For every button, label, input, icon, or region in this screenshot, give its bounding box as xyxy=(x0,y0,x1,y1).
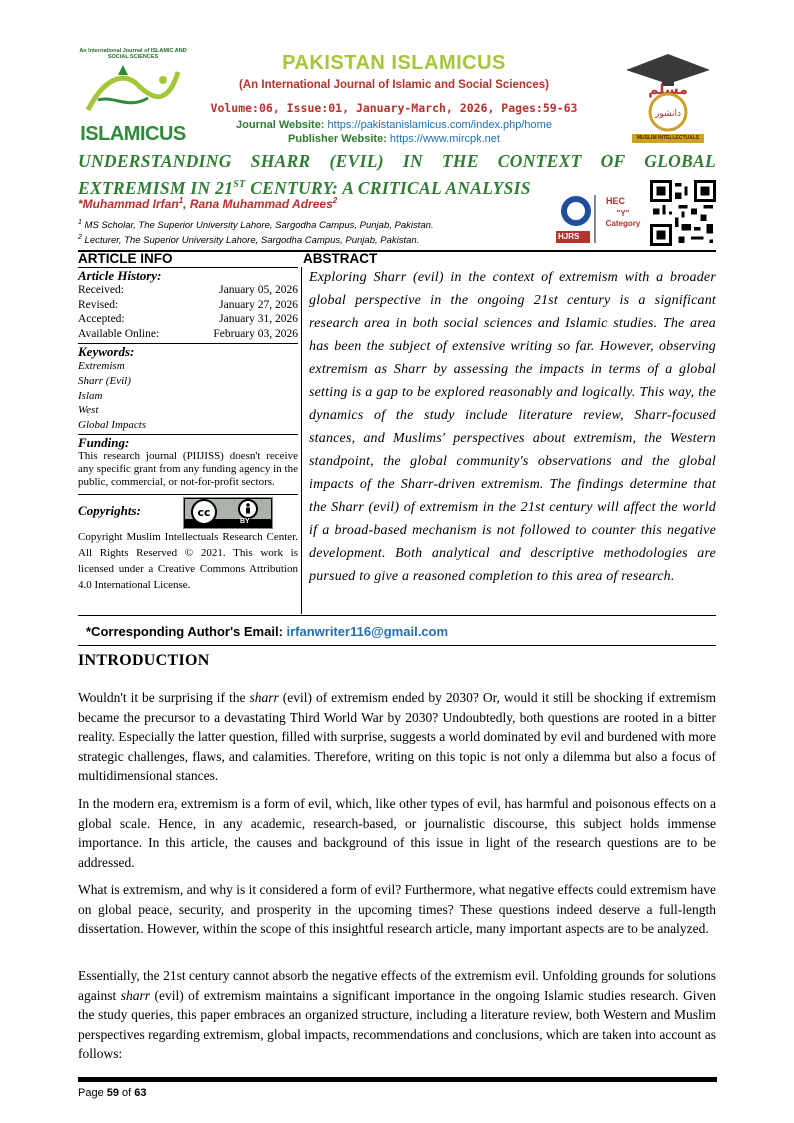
column-divider xyxy=(301,267,302,614)
volume-line: Volume:06, Issue:01, January-March, 2026, Pages:59-63 xyxy=(210,101,578,115)
info-bottom-rule xyxy=(78,615,716,616)
intro-paragraph-2: In the modern era, extremism is a form of evil, which, like other types of evil, has harmful and poisonous effects on a global scale. Hence, in any academic, research-based, or journalistic discourse, this subject holds immense importance. In this article, the causes and background of this issue in light of the research questions are to be addressed. xyxy=(78,796,716,870)
intro-paragraph-3: What is extremism, and why is it considered a form of evil? Furthermore, what negative effects could extremism have on global peace, security, and prosperity in the upcoming times? These questions indeed deserve a full-length dissertation. However, within the scope of this insightful research article, many important aspects are to be analyzed. xyxy=(78,882,716,936)
hec-label: HEC xyxy=(606,196,626,206)
publisher-logo-text: MUSLIM INTELLECTUALS xyxy=(636,135,700,141)
website-label: Journal Website: xyxy=(236,119,325,131)
keyword: West xyxy=(78,404,99,417)
publisher-website xyxy=(200,133,588,145)
corresponding-rule xyxy=(78,645,716,646)
intro-paragraph-4: Essentially, the 21st century cannot absorb the negative effects of the extremism evil. Unfolding grounds for solutions against sharr (evil) of extremism maintains a significant importance in the ongoing Islamic studies research. Given the study queries, this paper embraces an organized structure, including a literature review, both Western and Muslim perspectives regarding extremism, global impacts, recommendations and conclusions, which are taken into account as follows: xyxy=(78,968,717,1061)
author-1: *Muhammad Irfan xyxy=(78,197,179,211)
copyright-text: Copyright Muslim Intellectuals Research Center. All Rights Reserved © 2021. This work is licensed under a Creative Commons Attribution 4.0 International License. xyxy=(78,530,298,592)
affiliation-1: $^1$ MS Scholar, The Superior University Lahore, Sargodha Campus, Punjab, Pakistan. xyxy=(78,219,434,232)
hec-category: "Y" Category xyxy=(605,209,641,228)
publisher-logo-right xyxy=(622,52,714,148)
website-link[interactable]: https://pakistanislamicus.com/index.php/home xyxy=(327,119,552,131)
section-rule xyxy=(78,250,716,252)
authors: *Muhammad Irfan$^1$, Rana Muhammad Adrees$^2$ xyxy=(78,196,338,211)
journal-title: PAKISTAN ISLAMICUS xyxy=(282,52,506,74)
svg-text:cc: cc xyxy=(197,505,211,519)
history-row: Available Online: February 03, 2026 xyxy=(78,327,298,340)
journal-subtitle: (An International Journal of Islamic and Social Sciences) xyxy=(239,79,549,91)
logo-wordmark: ISLAMICUS xyxy=(80,123,186,145)
journal-website xyxy=(200,119,588,131)
hec-badge xyxy=(554,193,646,245)
corresponding-label: *Corresponding Author's Email: xyxy=(86,624,287,639)
history-row: Accepted: January 31, 2026 xyxy=(78,313,298,325)
svg-text:مسلم: مسلم xyxy=(648,82,688,98)
keywords-heading: Keywords: xyxy=(78,344,135,359)
copyrights-heading: Copyrights: xyxy=(78,502,141,518)
abstract-heading: ABSTRACT xyxy=(303,251,378,266)
corresponding-email-link[interactable]: irfanwriter116@gmail.com xyxy=(286,624,449,639)
article-info-column xyxy=(78,267,298,593)
keyword: Sharr (Evil) xyxy=(78,374,131,387)
abstract-text: Exploring Sharr (evil) in the context of extremism with a broader global perspective in the ongoing 21st century is a significant research area in both social sciences and Islamic studies. The area has been the subject of extensive writing so far. However, observing extremism as Sharr by assessing the impacts in terms of a global setting is a gap to be explored reasonably and logically. This way, the dynamics of the study include literature review, Sharr-focused stances, and Muslims' perspectives about extremism, the Western standpoint, the global community's observations and the global impacts of the Sharr-driven extremism. The findings determine that the Sharr (evil) of extremism in the 21st century will affect the world if a broad-based mechanism is not followed to counter this negative development. Both analytical and descriptive methodologies are pursued to give a reasoned completion to this area of research. xyxy=(309,270,716,584)
history-section xyxy=(78,267,298,341)
funding-section xyxy=(78,434,298,490)
corresponding-author xyxy=(86,624,448,639)
affiliation-2: $^2$ Lecturer, The Superior University Lahore, Sargodha Campus, Punjab, Pakistan. xyxy=(78,234,420,247)
title-line-2: EXTREMISM IN 21ST CENTURY: A CRITICAL ANALYSIS xyxy=(78,177,531,198)
keyword: Islam xyxy=(78,389,103,402)
introduction-heading: INTRODUCTION xyxy=(78,652,210,669)
title-line-1: UNDERSTANDING SHARR (EVIL) IN THE CONTEXT OF GLOBAL xyxy=(78,151,716,171)
logo-tagline: An International Journal of ISLAMIC AND SOCIAL SCIENCES xyxy=(79,48,187,60)
page-number: Page 59 of 63 xyxy=(78,1087,147,1099)
history-row: Received: January 05, 2026 xyxy=(78,284,298,296)
history-heading: Article History: xyxy=(78,268,162,283)
article-info-heading: ARTICLE INFO xyxy=(78,251,173,266)
funding-heading: Funding: xyxy=(78,434,130,450)
publisher-label: Publisher Website: xyxy=(288,133,387,145)
qr-code-icon[interactable] xyxy=(650,180,716,246)
svg-text:دانشور: دانشور xyxy=(654,109,682,119)
footer-rule xyxy=(78,1077,717,1082)
intro-paragraph-1: Wouldn't it be surprising if the sharr (evil) of extremism ended by 2030? Or, would it still be shocking if extremism became the precursor to a devastating Third World War by 2030? Undoubtedly, both questions are rooted in a bitter reality. Especially the latter question, filled with surprise, suggests a world dominated by evil and burdened with more strategic challenges, flaws, and calamities. Therefore, writing on this topic is not only a dilemma but also a focus of multidimensional stances. xyxy=(78,690,716,783)
cc-by-license-icon[interactable]: cc BY xyxy=(183,497,273,529)
keywords-section xyxy=(78,343,298,433)
author-2: Rana Muhammad Adrees xyxy=(189,197,333,211)
copyright-section xyxy=(78,494,298,593)
history-row: Revised: January 27, 2026 xyxy=(78,298,298,311)
calligraphy-emblem xyxy=(78,60,188,118)
keyword: Global Impacts xyxy=(78,419,147,432)
funding-text: This research journal (PIIJISS) doesn't receive any specific grant from any funding agency in the public, commercial, or not-for-profit sectors. xyxy=(78,449,298,489)
hjrs-label: HJRS xyxy=(558,232,580,241)
publisher-link[interactable]: https://www.mircpk.net xyxy=(389,133,500,145)
journal-logo-left xyxy=(78,48,188,144)
keyword: Extremism xyxy=(78,360,125,372)
